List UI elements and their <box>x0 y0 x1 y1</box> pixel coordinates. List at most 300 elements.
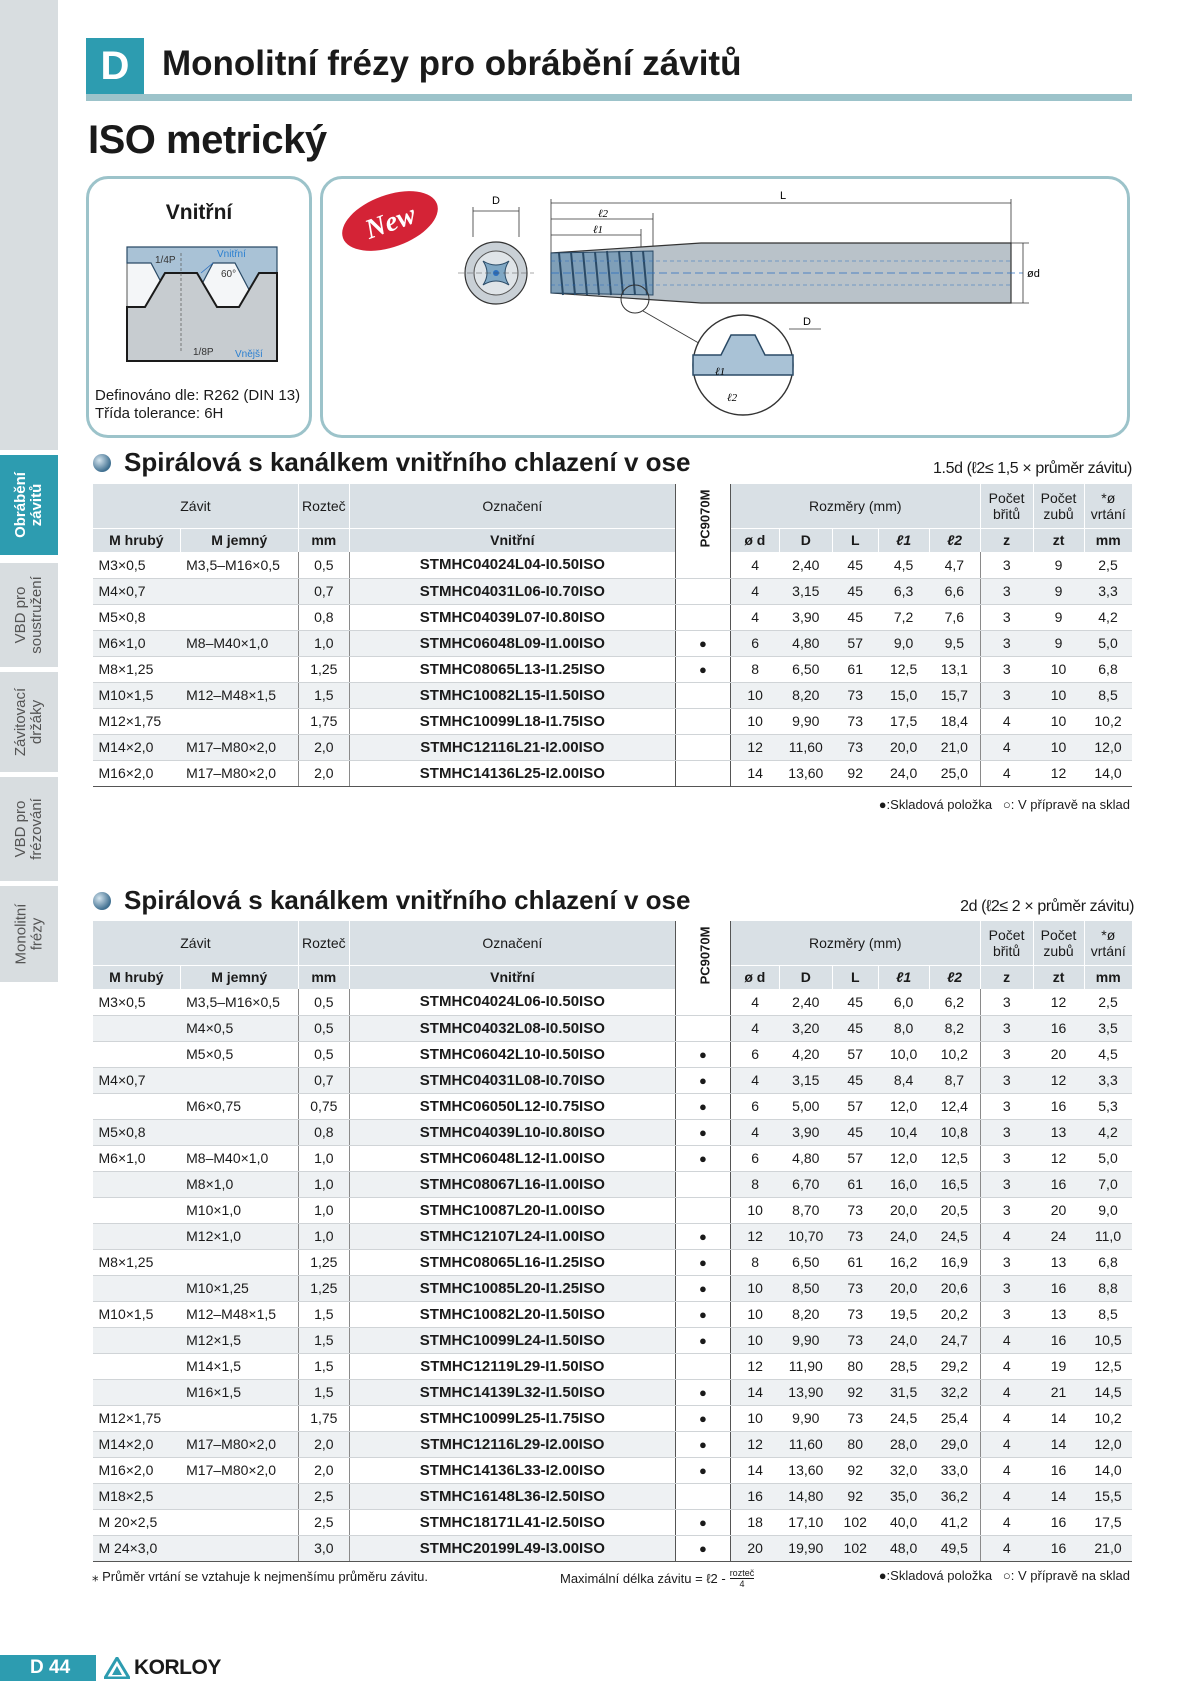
length-cell: 45 <box>832 1015 878 1041</box>
shank-diameter-cell: 14 <box>730 1379 779 1405</box>
l2-cell: 7,6 <box>929 604 980 630</box>
section2-note: 2d (ℓ2≤ 2 × průměr závitu) <box>960 898 1134 915</box>
cutting-diameter-cell: 4,80 <box>779 1145 832 1171</box>
drill-cell: 9,0 <box>1084 1197 1132 1223</box>
table-row <box>93 552 1133 578</box>
stock-cell: ● <box>675 1405 730 1431</box>
table-row <box>93 734 1133 760</box>
side-tab-turning-inserts[interactable] <box>0 563 58 667</box>
fine-thread-cell: M17–M80×2,0 <box>180 1457 298 1483</box>
stock-cell: ● <box>675 1275 730 1301</box>
table-row <box>93 1275 1133 1301</box>
fine-thread-cell: M12×1,5 <box>180 1327 298 1353</box>
cutting-diameter-cell: 6,50 <box>779 656 832 682</box>
header-z: z <box>980 965 1033 989</box>
designation-cell: STMHC14136L25-I2.00ISO <box>349 760 675 786</box>
detail-dim-l1: ℓ1 <box>715 366 726 378</box>
flutes-cell: 3 <box>980 989 1033 1015</box>
length-cell: 73 <box>832 682 878 708</box>
teeth-cell: 9 <box>1033 604 1084 630</box>
drill-cell: 5,0 <box>1084 1145 1132 1171</box>
pitch-cell: 2,5 <box>298 1483 349 1509</box>
flutes-cell: 3 <box>980 1093 1033 1119</box>
header-l2: ℓ2 <box>929 965 980 989</box>
designation-cell: STMHC04031L08-I0.70ISO <box>349 1067 675 1093</box>
coarse-thread-cell <box>93 1015 181 1041</box>
formula <box>560 1568 754 1589</box>
coarse-thread-cell: M5×0,8 <box>93 604 181 630</box>
footnote: ⁎ Průměr vrtání se vztahuje k nejmenšímu průměru závitu. <box>92 1569 428 1584</box>
flutes-cell: 4 <box>980 1483 1033 1509</box>
table-row <box>93 1509 1133 1535</box>
l2-cell: 12,4 <box>929 1093 980 1119</box>
coarse-thread-cell <box>93 1223 181 1249</box>
cutting-diameter-cell: 3,15 <box>779 578 832 604</box>
drill-cell: 6,8 <box>1084 656 1132 682</box>
l2-cell: 36,2 <box>929 1483 980 1509</box>
fine-thread-cell <box>180 604 298 630</box>
length-cell: 61 <box>832 656 878 682</box>
pitch-cell: 1,5 <box>298 1353 349 1379</box>
l2-cell: 10,8 <box>929 1119 980 1145</box>
fine-thread-cell: M10×1,0 <box>180 1197 298 1223</box>
stock-cell: ● <box>675 1041 730 1067</box>
cutting-diameter-cell: 14,80 <box>779 1483 832 1509</box>
legend-stock: ●:Skladová položka <box>878 797 993 812</box>
l2-cell: 10,2 <box>929 1041 980 1067</box>
drill-cell: 12,0 <box>1084 734 1132 760</box>
flutes-cell: 3 <box>980 1275 1033 1301</box>
flutes-cell: 4 <box>980 1509 1033 1535</box>
l1-cell: 16,2 <box>878 1249 929 1275</box>
designation-cell: STMHC10082L20-I1.50ISO <box>349 1301 675 1327</box>
legend-preparation: ○: V přípravě na sklad <box>1002 797 1130 812</box>
header-l1: ℓ1 <box>878 965 929 989</box>
l2-cell: 29,2 <box>929 1353 980 1379</box>
brand-logo <box>104 1655 221 1681</box>
page-number: D 44 <box>0 1655 96 1681</box>
flutes-cell: 4 <box>980 1431 1033 1457</box>
fine-thread-cell: M12×1,0 <box>180 1223 298 1249</box>
l1-cell: 24,5 <box>878 1405 929 1431</box>
section2-table <box>92 921 1132 1562</box>
side-tab-threading[interactable] <box>0 455 58 555</box>
header-grade <box>675 921 730 989</box>
shank-diameter-cell: 4 <box>730 1015 779 1041</box>
l1-cell: 17,5 <box>878 708 929 734</box>
definition-text <box>95 387 300 423</box>
shank-diameter-cell: 18 <box>730 1509 779 1535</box>
fine-thread-cell: M8–M40×1,0 <box>180 1145 298 1171</box>
length-cell: 73 <box>832 734 878 760</box>
header-thread: Závit <box>93 921 299 965</box>
l2-cell: 16,9 <box>929 1249 980 1275</box>
coarse-thread-cell: M 24×3,0 <box>93 1535 181 1561</box>
formula-denominator: 4 <box>739 1579 745 1589</box>
teeth-cell: 10 <box>1033 656 1084 682</box>
table-row <box>93 1301 1133 1327</box>
stock-cell: ● <box>675 1535 730 1561</box>
brand-name: KORLOY <box>134 1656 221 1679</box>
cutting-diameter-cell: 9,90 <box>779 708 832 734</box>
designation-cell: STMHC10099L18-I1.75ISO <box>349 708 675 734</box>
l1-cell: 24,0 <box>878 1327 929 1353</box>
table-row <box>93 630 1133 656</box>
coarse-thread-cell: M6×1,0 <box>93 630 181 656</box>
table-row <box>93 682 1133 708</box>
fine-thread-cell <box>180 1067 298 1093</box>
length-cell: 92 <box>832 760 878 786</box>
pitch-cell: 1,0 <box>298 1171 349 1197</box>
side-tab-threading-holders[interactable] <box>0 672 58 772</box>
l2-cell: 13,1 <box>929 656 980 682</box>
legend-stock: ●:Skladová položka <box>878 1568 993 1583</box>
dim-D: D <box>492 195 500 207</box>
fine-thread-cell: M17–M80×2,0 <box>180 1431 298 1457</box>
table-row <box>93 708 1133 734</box>
l1-cell: 19,5 <box>878 1301 929 1327</box>
l1-cell: 7,2 <box>878 604 929 630</box>
stock-cell <box>675 1171 730 1197</box>
header-zt: zt <box>1033 528 1084 552</box>
table-row <box>93 1405 1133 1431</box>
stock-cell: ● <box>675 1119 730 1145</box>
shank-diameter-cell: 14 <box>730 1457 779 1483</box>
teeth-cell: 16 <box>1033 1535 1084 1561</box>
drill-cell: 2,5 <box>1084 552 1132 578</box>
stock-cell <box>675 1197 730 1223</box>
drill-cell: 3,3 <box>1084 578 1132 604</box>
l2-cell: 4,7 <box>929 552 980 578</box>
header-flutes: Počet břitů <box>980 921 1033 965</box>
teeth-cell: 16 <box>1033 1275 1084 1301</box>
l2-cell: 33,0 <box>929 1457 980 1483</box>
end-view <box>458 195 534 304</box>
teeth-cell: 9 <box>1033 552 1084 578</box>
fine-thread-cell: M12–M48×1,5 <box>180 682 298 708</box>
section1-title: Spirálová s kanálkem vnitřního chlazení v ose <box>124 447 691 477</box>
label-internal: Vnitřní <box>217 249 246 260</box>
cutting-diameter-cell: 5,00 <box>779 1093 832 1119</box>
length-cell: 45 <box>832 604 878 630</box>
dim-L: L <box>779 190 787 202</box>
coarse-thread-cell: M5×0,8 <box>93 1119 181 1145</box>
flutes-cell: 3 <box>980 552 1033 578</box>
coarse-thread-cell: M4×0,7 <box>93 578 181 604</box>
new-badge <box>334 179 446 262</box>
length-cell: 92 <box>832 1483 878 1509</box>
pitch-cell: 1,5 <box>298 1379 349 1405</box>
length-cell: 57 <box>832 1093 878 1119</box>
dim-shank-diameter: ød <box>1027 268 1040 280</box>
designation-cell: STMHC08065L16-I1.25ISO <box>349 1249 675 1275</box>
flutes-cell: 4 <box>980 1379 1033 1405</box>
fine-thread-cell: M3,5–M16×0,5 <box>180 989 298 1015</box>
drill-cell: 4,5 <box>1084 1041 1132 1067</box>
coarse-thread-cell <box>93 1197 181 1223</box>
length-cell: 61 <box>832 1171 878 1197</box>
coarse-thread-cell <box>93 1327 181 1353</box>
l1-cell: 28,0 <box>878 1431 929 1457</box>
pitch-cell: 0,7 <box>298 578 349 604</box>
coarse-thread-cell: M10×1,5 <box>93 682 181 708</box>
l1-cell: 40,0 <box>878 1509 929 1535</box>
teeth-cell: 14 <box>1033 1483 1084 1509</box>
coarse-thread-cell <box>93 1171 181 1197</box>
header-fine: M jemný <box>180 528 298 552</box>
table-row <box>93 578 1133 604</box>
l2-cell: 18,4 <box>929 708 980 734</box>
fine-thread-cell: M4×0,5 <box>180 1015 298 1041</box>
shank-diameter-cell: 4 <box>730 1119 779 1145</box>
table-row <box>93 1119 1133 1145</box>
flutes-cell: 3 <box>980 1197 1033 1223</box>
pitch-cell: 1,0 <box>298 1197 349 1223</box>
length-cell: 45 <box>832 989 878 1015</box>
coarse-thread-cell: M12×1,75 <box>93 708 181 734</box>
teeth-cell: 13 <box>1033 1119 1084 1145</box>
shank-diameter-cell: 20 <box>730 1535 779 1561</box>
header-flutes: Počet břitů <box>980 484 1033 528</box>
cutting-diameter-cell: 8,20 <box>779 682 832 708</box>
detail-dim-l2: ℓ2 <box>727 392 738 404</box>
shank-diameter-cell: 6 <box>730 630 779 656</box>
designation-cell: STMHC16148L36-I2.50ISO <box>349 1483 675 1509</box>
pitch-cell: 1,0 <box>298 1223 349 1249</box>
coarse-thread-cell: M4×0,7 <box>93 1067 181 1093</box>
flutes-cell: 3 <box>980 682 1033 708</box>
flutes-cell: 4 <box>980 1405 1033 1431</box>
l2-cell: 15,7 <box>929 682 980 708</box>
designation-cell: STMHC06048L09-I1.00ISO <box>349 630 675 656</box>
shank-diameter-cell: 10 <box>730 1275 779 1301</box>
designation-cell: STMHC14139L32-I1.50ISO <box>349 1379 675 1405</box>
flutes-cell: 3 <box>980 630 1033 656</box>
pitch-cell: 2,0 <box>298 1431 349 1457</box>
coarse-thread-cell: M18×2,5 <box>93 1483 181 1509</box>
page-title: Monolitní frézy pro obrábění závitů <box>162 44 742 83</box>
label-angle: 60° <box>221 269 237 280</box>
designation-cell: STMHC12116L21-I2.00ISO <box>349 734 675 760</box>
fine-thread-cell: M8×1,0 <box>180 1171 298 1197</box>
length-cell: 45 <box>832 1119 878 1145</box>
l1-cell: 31,5 <box>878 1379 929 1405</box>
stock-cell: ● <box>675 1249 730 1275</box>
l2-cell: 20,5 <box>929 1197 980 1223</box>
coarse-thread-cell: M16×2,0 <box>93 1457 181 1483</box>
teeth-cell: 14 <box>1033 1405 1084 1431</box>
designation-cell: STMHC08065L13-I1.25ISO <box>349 656 675 682</box>
l1-cell: 4,5 <box>878 552 929 578</box>
cutting-diameter-cell: 3,15 <box>779 1067 832 1093</box>
cutting-diameter-cell: 11,90 <box>779 1353 832 1379</box>
cutting-diameter-cell: 6,50 <box>779 1249 832 1275</box>
fine-thread-cell <box>180 1509 298 1535</box>
flutes-cell: 3 <box>980 1145 1033 1171</box>
fine-thread-cell: M17–M80×2,0 <box>180 734 298 760</box>
pitch-cell: 0,5 <box>298 552 349 578</box>
length-cell: 45 <box>832 578 878 604</box>
pitch-cell: 0,8 <box>298 604 349 630</box>
header-coarse: M hrubý <box>93 528 181 552</box>
l2-cell: 6,2 <box>929 989 980 1015</box>
drill-cell: 10,5 <box>1084 1327 1132 1353</box>
flutes-cell: 3 <box>980 1067 1033 1093</box>
cutting-diameter-cell: 4,80 <box>779 630 832 656</box>
designation-cell: STMHC10087L20-I1.00ISO <box>349 1197 675 1223</box>
flutes-cell: 3 <box>980 578 1033 604</box>
coarse-thread-cell: M14×2,0 <box>93 1431 181 1457</box>
stock-cell: ● <box>675 1509 730 1535</box>
shank-diameter-cell: 8 <box>730 656 779 682</box>
stock-cell: ● <box>675 1379 730 1405</box>
pitch-cell: 1,25 <box>298 1275 349 1301</box>
header-L: L <box>832 528 878 552</box>
designation-cell: STMHC12116L29-I2.00ISO <box>349 1431 675 1457</box>
side-tab-milling-inserts[interactable] <box>0 777 58 881</box>
pitch-cell: 0,5 <box>298 989 349 1015</box>
fine-thread-cell <box>180 1483 298 1509</box>
side-tab-label: Monolitní frézy <box>12 903 45 965</box>
coarse-thread-cell <box>93 1275 181 1301</box>
table-row <box>93 1041 1133 1067</box>
section2-legend <box>879 1568 1130 1583</box>
pitch-cell: 1,5 <box>298 1327 349 1353</box>
fine-thread-cell: M3,5–M16×0,5 <box>180 552 298 578</box>
pitch-cell: 0,8 <box>298 1119 349 1145</box>
table-row <box>93 1145 1133 1171</box>
flutes-cell: 3 <box>980 1119 1033 1145</box>
designation-cell: STMHC06042L10-I0.50ISO <box>349 1041 675 1067</box>
drill-cell: 2,5 <box>1084 989 1132 1015</box>
header-rule <box>86 94 1132 101</box>
detail-dim-D: D <box>803 316 811 328</box>
header-mm: mm <box>298 528 349 552</box>
shank-diameter-cell: 6 <box>730 1041 779 1067</box>
pitch-cell: 3,0 <box>298 1535 349 1561</box>
designation-cell: STMHC04039L07-I0.80ISO <box>349 604 675 630</box>
table-row <box>93 1535 1133 1561</box>
formula-numerator: rozteč <box>729 1568 755 1578</box>
teeth-cell: 20 <box>1033 1197 1084 1223</box>
designation-cell: STMHC06048L12-I1.00ISO <box>349 1145 675 1171</box>
coarse-thread-cell: M3×0,5 <box>93 552 181 578</box>
header-pitch: Rozteč <box>298 921 349 965</box>
header-internal: Vnitřní <box>349 965 675 989</box>
table-row <box>93 760 1133 786</box>
pitch-cell: 1,25 <box>298 656 349 682</box>
teeth-cell: 13 <box>1033 1301 1084 1327</box>
length-cell: 73 <box>832 1405 878 1431</box>
teeth-cell: 14 <box>1033 1431 1084 1457</box>
teeth-cell: 12 <box>1033 1067 1084 1093</box>
coarse-thread-cell <box>93 1379 181 1405</box>
profile-title: Vnitřní <box>165 201 233 224</box>
designation-cell: STMHC10082L15-I1.50ISO <box>349 682 675 708</box>
l2-cell: 20,2 <box>929 1301 980 1327</box>
cutting-diameter-cell: 13,90 <box>779 1379 832 1405</box>
length-cell: 57 <box>832 630 878 656</box>
cutting-diameter-cell: 8,20 <box>779 1301 832 1327</box>
table-row <box>93 989 1133 1015</box>
dim-l1: ℓ1 <box>592 224 604 236</box>
l1-cell: 6,3 <box>878 578 929 604</box>
side-strip <box>0 0 58 450</box>
designation-cell: STMHC10085L20-I1.25ISO <box>349 1275 675 1301</box>
shank-diameter-cell: 8 <box>730 1171 779 1197</box>
teeth-cell: 16 <box>1033 1171 1084 1197</box>
l1-cell: 35,0 <box>878 1483 929 1509</box>
cutting-diameter-cell: 11,60 <box>779 1431 832 1457</box>
l1-cell: 12,0 <box>878 1145 929 1171</box>
teeth-cell: 21 <box>1033 1379 1084 1405</box>
l1-cell: 12,5 <box>878 656 929 682</box>
length-cell: 73 <box>832 708 878 734</box>
l1-cell: 10,4 <box>878 1119 929 1145</box>
teeth-cell: 12 <box>1033 989 1084 1015</box>
header-fine: M jemný <box>180 965 298 989</box>
length-cell: 73 <box>832 1223 878 1249</box>
stock-cell <box>675 708 730 734</box>
table-row <box>93 1431 1133 1457</box>
header-teeth: Počet zubů <box>1033 921 1084 965</box>
header-drill: *ø vrtání <box>1084 921 1132 965</box>
flutes-cell: 3 <box>980 1249 1033 1275</box>
legend-preparation: ○: V přípravě na sklad <box>1002 1568 1130 1583</box>
section-heading: ISO metrický <box>88 118 327 162</box>
l1-cell: 8,0 <box>878 1015 929 1041</box>
stock-cell <box>675 734 730 760</box>
fine-thread-cell: M8–M40×1,0 <box>180 630 298 656</box>
drill-cell: 21,0 <box>1084 1535 1132 1561</box>
side-view <box>551 190 1040 357</box>
coarse-thread-cell: M6×1,0 <box>93 1145 181 1171</box>
table-row <box>93 1483 1133 1509</box>
teeth-cell: 9 <box>1033 578 1084 604</box>
drill-cell: 8,5 <box>1084 1301 1132 1327</box>
fine-thread-cell: M6×0,75 <box>180 1093 298 1119</box>
shank-diameter-cell: 10 <box>730 682 779 708</box>
side-tab-label: Závitovací držáky <box>12 687 46 757</box>
pitch-cell: 1,5 <box>298 682 349 708</box>
header-pitch: Rozteč <box>298 484 349 528</box>
table-row <box>93 656 1133 682</box>
header-zt: zt <box>1033 965 1084 989</box>
flutes-cell: 4 <box>980 760 1033 786</box>
label-quarter-pitch: 1/4P <box>155 255 176 266</box>
l2-cell: 41,2 <box>929 1509 980 1535</box>
cutting-diameter-cell: 9,90 <box>779 1327 832 1353</box>
designation-cell: STMHC12119L29-I1.50ISO <box>349 1353 675 1379</box>
shank-diameter-cell: 10 <box>730 1327 779 1353</box>
drill-cell: 4,2 <box>1084 604 1132 630</box>
length-cell: 73 <box>832 1301 878 1327</box>
table-row <box>93 1197 1133 1223</box>
teeth-cell: 13 <box>1033 1249 1084 1275</box>
shank-diameter-cell: 6 <box>730 1145 779 1171</box>
side-tab-solid-mills[interactable] <box>0 886 58 982</box>
length-cell: 92 <box>832 1457 878 1483</box>
coarse-thread-cell: M10×1,5 <box>93 1301 181 1327</box>
pitch-cell: 1,75 <box>298 708 349 734</box>
l1-cell: 24,0 <box>878 1223 929 1249</box>
l2-cell: 32,2 <box>929 1379 980 1405</box>
header-drill: *ø vrtání <box>1084 484 1132 528</box>
coarse-thread-cell: M14×2,0 <box>93 734 181 760</box>
table-row <box>93 1327 1133 1353</box>
teeth-cell: 9 <box>1033 630 1084 656</box>
detail-view <box>693 315 821 415</box>
